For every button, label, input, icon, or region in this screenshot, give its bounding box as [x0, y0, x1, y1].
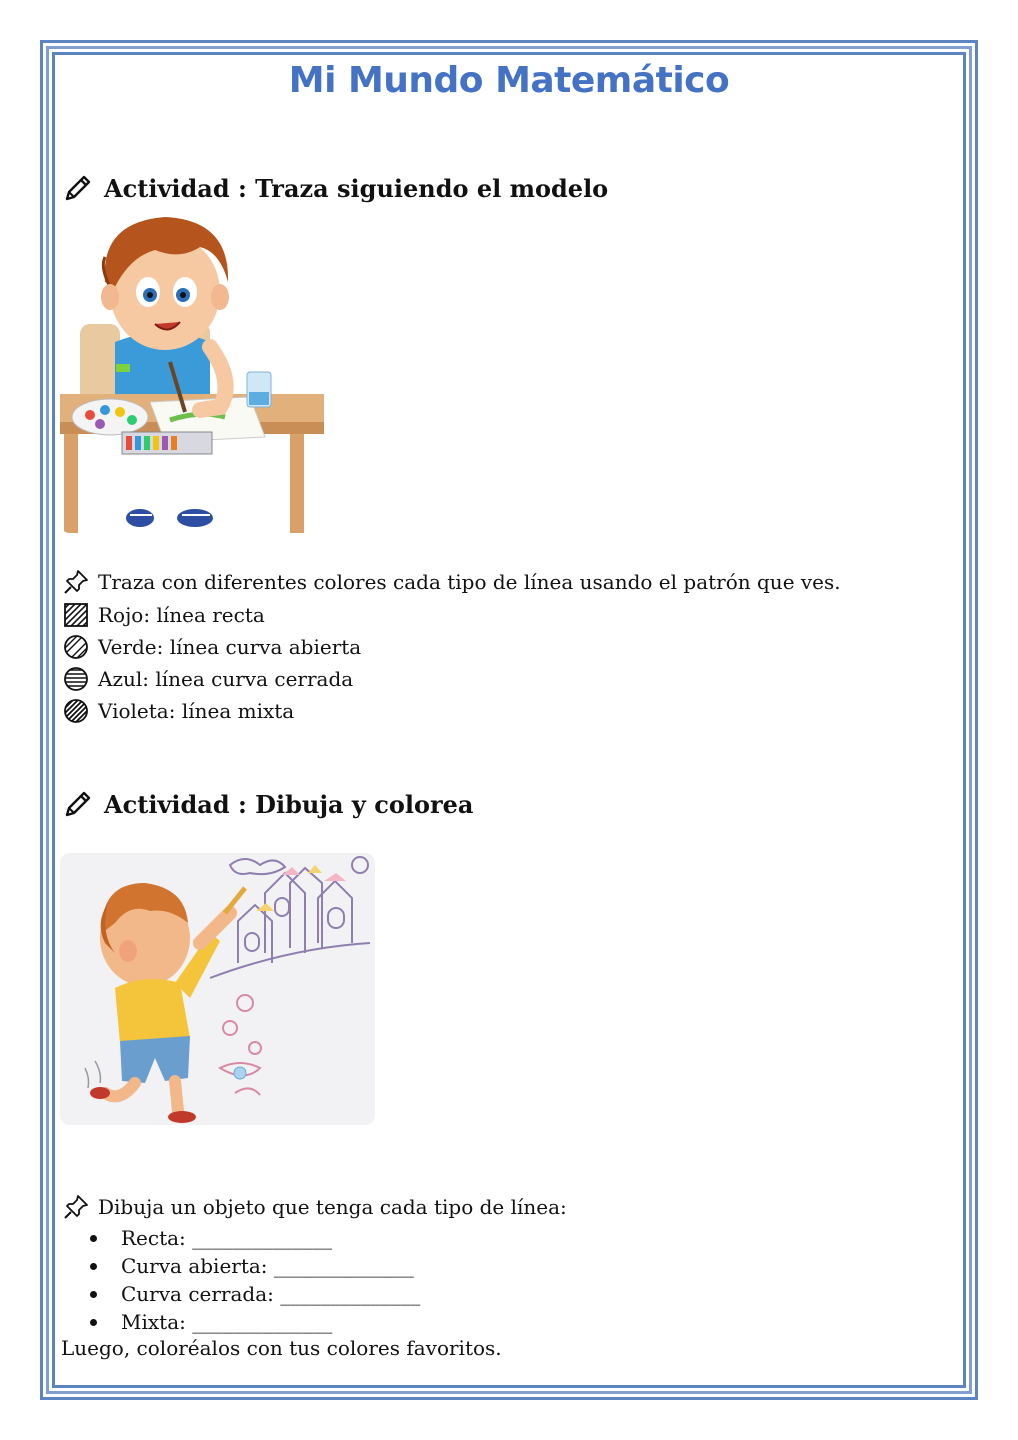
hatched-square-icon — [62, 601, 90, 629]
legend-item — [62, 697, 294, 725]
legend-item-text: Rojo: línea recta — [98, 603, 265, 627]
hatched-circle-icon — [62, 633, 90, 661]
line-types-list — [90, 1224, 420, 1336]
list-item-text: Curva cerrada: ______________ — [121, 1282, 421, 1306]
list-item-text: Recta: ______________ — [121, 1226, 333, 1250]
legend-item — [62, 601, 265, 629]
list-item — [90, 1224, 420, 1252]
bullet-icon — [90, 1263, 97, 1270]
bullet-icon — [90, 1235, 97, 1242]
boy-painting-at-desk-illustration — [60, 212, 324, 533]
boy-drawing-castle-illustration — [60, 853, 375, 1125]
list-item — [90, 1252, 420, 1280]
activity2-instruction — [62, 1193, 567, 1221]
activity2-instruction-text: Dibuja un objeto que tenga cada tipo de línea: — [98, 1195, 567, 1219]
pushpin-icon — [62, 1193, 90, 1221]
activity2-heading-text: Actividad : Dibuja y colorea — [104, 789, 474, 819]
legend-item-text: Azul: línea curva cerrada — [98, 667, 354, 691]
bullet-icon — [90, 1319, 97, 1326]
activity1-instruction — [62, 568, 841, 596]
list-item-text: Mixta: ______________ — [121, 1310, 333, 1334]
hatched-circle-icon — [62, 697, 90, 725]
bullet-icon — [90, 1291, 97, 1298]
pushpin-icon — [62, 568, 90, 596]
list-item-text: Curva abierta: ______________ — [121, 1254, 414, 1278]
list-item — [90, 1280, 420, 1308]
pencil-icon — [62, 172, 94, 204]
legend-item-text: Verde: línea curva abierta — [98, 635, 362, 659]
list-item — [90, 1308, 420, 1336]
activity1-instruction-text: Traza con diferentes colores cada tipo de línea usando el patrón que ves. — [98, 570, 841, 594]
legend-item — [62, 633, 361, 661]
activity2-heading — [62, 788, 473, 820]
legend-item-text: Violeta: línea mixta — [98, 699, 295, 723]
activity1-heading-text: Actividad : Traza siguiendo el modelo — [104, 173, 609, 203]
closing-instruction: Luego, coloréalos con tus colores favoritos. — [61, 1336, 502, 1360]
page-title: Mi Mundo Matemático — [288, 60, 730, 101]
pencil-icon — [62, 788, 94, 820]
hatched-circle-icon — [62, 665, 90, 693]
activity1-heading — [62, 172, 608, 204]
legend-item — [62, 665, 353, 693]
